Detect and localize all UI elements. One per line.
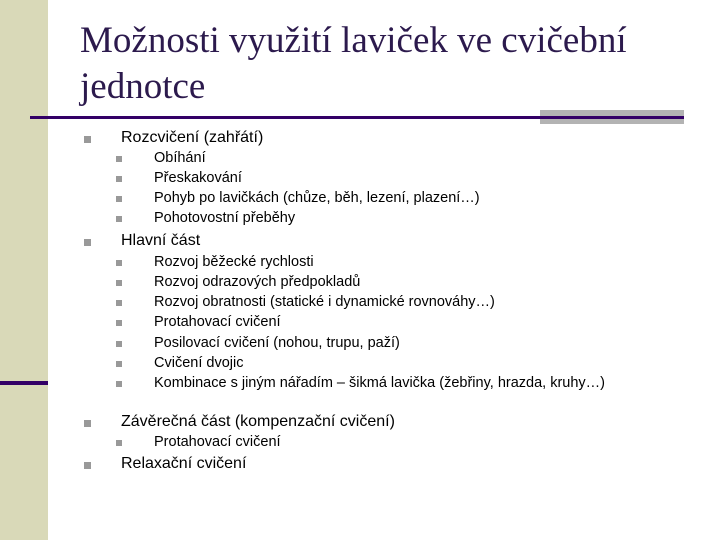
list-item-text: Pohotovostní přeběhy <box>154 210 296 226</box>
square-bullet-icon <box>84 239 91 246</box>
list-item-text: Pohyb po lavičkách (chůze, běh, lezení, plazení…) <box>154 190 480 206</box>
square-bullet-icon <box>116 280 122 286</box>
square-bullet-icon <box>116 361 122 367</box>
square-bullet-icon <box>116 176 122 182</box>
list-item-text: Rozvoj běžecké rychlosti <box>154 254 314 270</box>
square-bullet-icon <box>116 260 122 266</box>
section-heading: Relaxační cvičení <box>121 455 247 472</box>
square-bullet-icon <box>116 196 122 202</box>
list-item-text: Protahovací cvičení <box>154 314 281 330</box>
slide-title: Možnosti využití laviček ve cvičební jednotce <box>80 20 627 107</box>
square-bullet-icon <box>116 341 122 347</box>
square-bullet-icon <box>84 136 91 143</box>
list-item-text: Rozvoj obratnosti (statické i dynamické rovnováhy…) <box>154 294 495 310</box>
list-item-text: Posilovací cvičení (nohou, trupu, paží) <box>154 335 400 351</box>
list-item-text: Obíhání <box>154 150 206 166</box>
list-item-text: Cvičení dvojic <box>154 355 244 371</box>
section-heading: Závěrečná část (kompenzační cvičení) <box>121 413 395 430</box>
square-bullet-icon <box>116 381 122 387</box>
square-bullet-icon <box>116 216 122 222</box>
square-bullet-icon <box>116 320 122 326</box>
list-item-text: Protahovací cvičení <box>154 434 281 450</box>
section-heading: Rozcvičení (zahřátí) <box>121 129 264 146</box>
square-bullet-icon <box>116 300 122 306</box>
list-item-text: Rozvoj odrazových předpokladů <box>154 274 361 290</box>
square-bullet-icon <box>84 420 91 427</box>
square-bullet-icon <box>116 440 122 446</box>
square-bullet-icon <box>84 462 91 469</box>
square-bullet-icon <box>116 156 122 162</box>
list-item-text: Kombinace s jiným nářadím – šikmá lavička (žebřiny, hrazda, kruhy…) <box>154 375 606 391</box>
list-item-text: Přeskakování <box>154 170 242 186</box>
section-heading: Hlavní část <box>121 232 201 249</box>
